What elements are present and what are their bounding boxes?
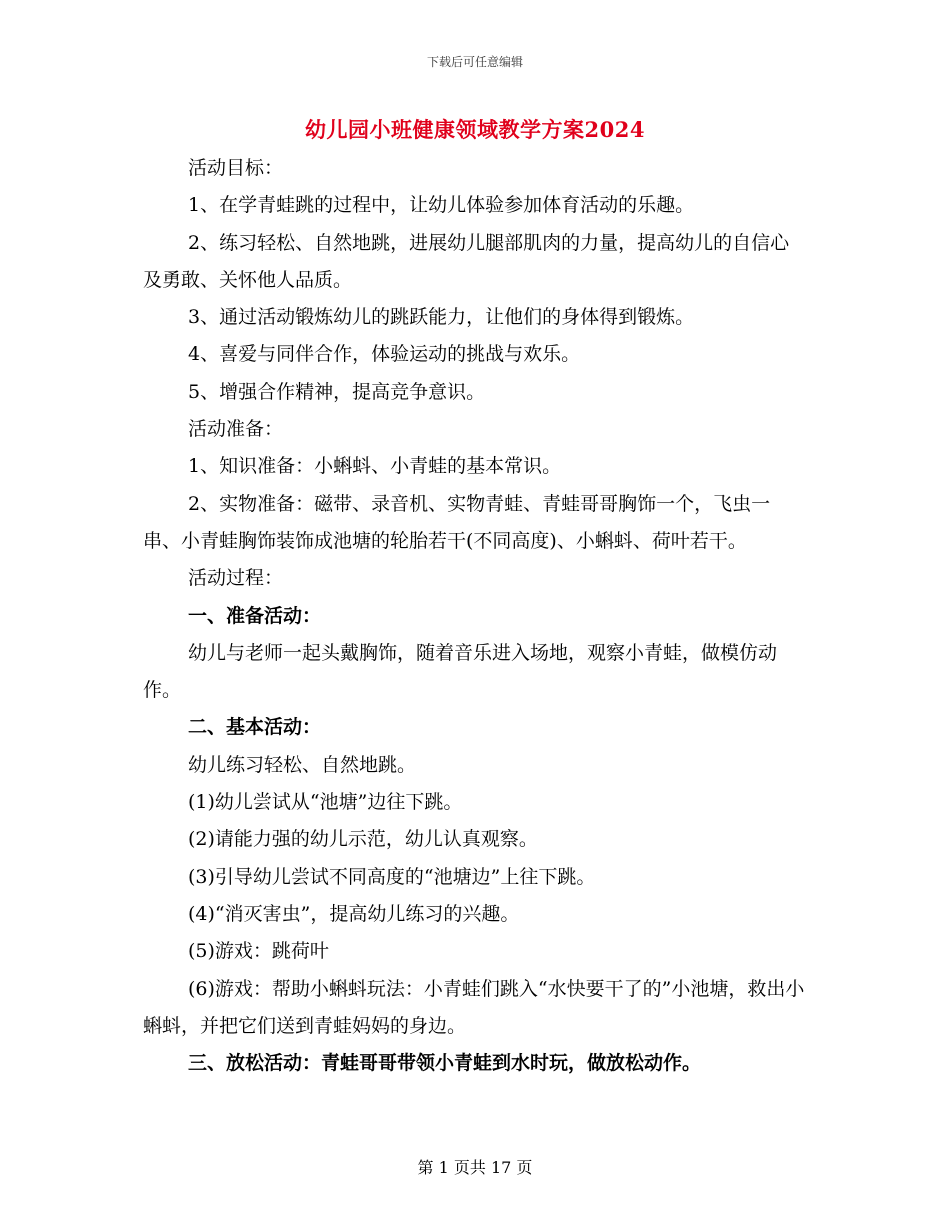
paragraph: 1、在学青蛙跳的过程中，让幼儿体验参加体育活动的乐趣。 [188, 194, 695, 217]
paragraph: 2、实物准备：磁带、录音机、实物青蛙、青蛙哥哥胸饰一个，飞虫一串、小青蛙胸饰装饰成池塘的轮胎若干(不同高度)、小蝌蚪、荷叶若干。 [143, 492, 771, 552]
paragraph: 活动准备： [188, 418, 284, 441]
paragraph: 2、练习轻松、自然地跳，进展幼儿腿部肌肉的力量，提高幼儿的自信心及勇敢、关怀他人品质。 [143, 231, 790, 291]
header-note: 下载后可任意编辑 [426, 55, 523, 69]
paragraph: (3)引导幼儿尝试不同高度的“池塘边”上往下跳。 [188, 865, 596, 888]
paragraph: (4)“消灭害虫”，提高幼儿练习的兴趣。 [188, 902, 520, 925]
section-heading: 一、准备活动： [188, 604, 322, 627]
paragraph: (5)游戏：跳荷叶 [188, 940, 329, 963]
section-heading: 三、放松活动：青蛙哥哥带领小青蛙到水时玩，做放松动作。 [188, 1052, 702, 1075]
paragraph: 4、喜爱与同伴合作，体验运动的挑战与欢乐。 [188, 343, 581, 366]
paragraph: 活动目标： [188, 157, 284, 179]
paragraph: (6)游戏：帮助小蝌蚪玩法：小青蛙们跳入“水快要干了的”小池塘，救出小蝌蚪，并把它们送到青蛙妈妈的身边。 [143, 977, 805, 1037]
paragraph: (1)幼儿尝试从“池塘”边往下跳。 [188, 791, 463, 814]
paragraph: 幼儿与老师一起头戴胸饰，随着音乐进入场地，观察小青蛙，做模仿动作。 [143, 641, 778, 702]
paragraph: 5、增强合作精神，提高竞争意识。 [188, 380, 486, 403]
page-footer: 第 1 页共 17 页 [417, 1158, 533, 1177]
paragraph: 幼儿练习轻松、自然地跳。 [188, 753, 417, 776]
document-body [143, 150, 808, 1082]
document-title: 幼儿园小班健康领域教学方案2024 [305, 117, 645, 142]
section-heading: 二、基本活动： [188, 716, 322, 739]
paragraph: 3、通过活动锻炼幼儿的跳跃能力，让他们的身体得到锻炼。 [188, 306, 695, 329]
paragraph: 活动过程： [188, 567, 284, 590]
paragraph: (2)请能力强的幼儿示范，幼儿认真观察。 [188, 828, 538, 851]
paragraph: 1、知识准备：小蝌蚪、小青蛙的基本常识。 [188, 455, 562, 478]
